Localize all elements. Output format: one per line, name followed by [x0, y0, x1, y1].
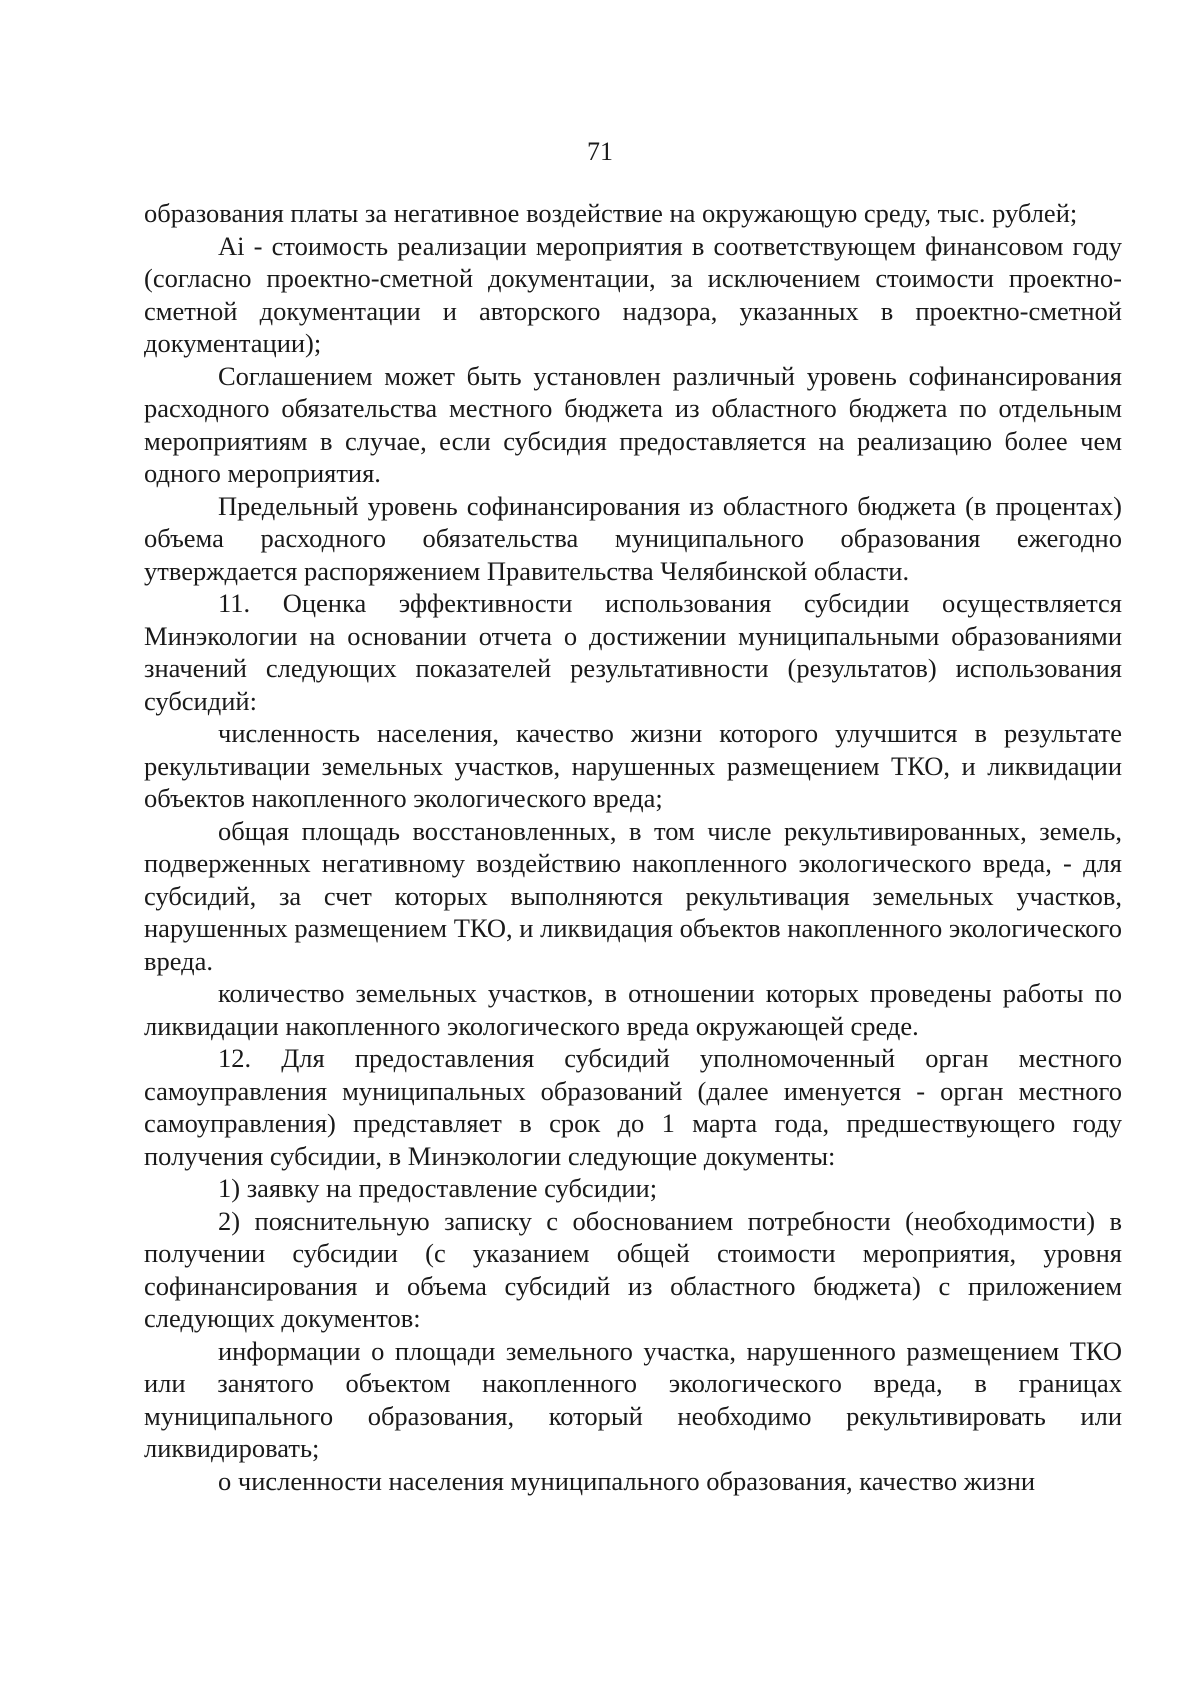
paragraph-agreement-cofinancing: Соглашением может быть установлен различный уровень софинансирования расходного обязательства местного бюджета из областного бюджета по отдельным мероприятиям в случае, если субсидия предоставляется на реализацию более чем одного мероприятия. — [144, 360, 1122, 488]
paragraph-plots-indicator: количество земельных участков, в отношении которых проведены работы по ликвидации накопленного экологического вреда окружающей среде. — [144, 978, 1122, 1041]
document-body — [144, 197, 1122, 1497]
page-number: 71 — [587, 137, 613, 166]
paragraph-item-2-explanatory-note: 2) пояснительную записку с обоснованием потребности (необходимости) в получении субсидии (с указанием общей стоимости мероприятия, уровня софинансирования и объема субсидий из областного бюджета) с приложением следующих документов: — [144, 1205, 1122, 1333]
paragraph-area-indicator: общая площадь восстановленных, в том числе рекультивированных, земель, подверженных негативному воздействию накопленного экологического вреда, - для субсидий, за счет которых выполняются рекультивация земельных участков, нарушенных размещением ТКО, и ликвидация объектов накопленного экологического вреда. — [144, 815, 1122, 976]
paragraph-land-area-info: информации о площади земельного участка, нарушенного размещением ТКО или занятого объектом накопленного экологического вреда, в границах муниципального образования, который необходимо рекультивировать или ликвидировать; — [144, 1335, 1122, 1463]
paragraph-population-indicator: численность населения, качество жизни которого улучшится в результате рекультивации земельных участков, нарушенных размещением ТКО, и ликвидации объектов накопленного экологического вреда; — [144, 718, 1122, 813]
paragraph-ai-definition: Ai - стоимость реализации мероприятия в соответствующем финансовом году (согласно проектно-сметной документации, за исключением стоимости проектно-сметной документации и авторского надзора, указанных в проектно-сметной документации); — [144, 230, 1122, 358]
paragraph-fee-continuation: образования платы за негативное воздействие на окружающую среду, тыс. рублей; — [144, 198, 1078, 228]
paragraph-item-1-application: 1) заявку на предоставление субсидии; — [218, 1173, 658, 1203]
paragraph-max-cofinancing: Предельный уровень софинансирования из областного бюджета (в процентах) объема расходного обязательства муниципального образования ежегодно утверждается распоряжением Правительства Челябинской области. — [144, 490, 1122, 586]
paragraph-population-info: о численности населения муниципального образования, качество жизни — [218, 1465, 1036, 1496]
paragraph-12-documents: 12. Для предоставления субсидий уполномоченный орган местного самоуправления муниципальных образований (далее именуется - орган местного самоуправления) представляет в срок до 1 марта года, предшествующего году получения субсидии, в Минэкологии следующие документы: — [144, 1043, 1122, 1171]
paragraph-11-efficiency: 11. Оценка эффективности использования субсидии осуществляется Минэкологии на основании отчета о достижении муниципальными образованиями значений следующих показателей результативности (результатов) использования субсидий: — [144, 588, 1122, 716]
